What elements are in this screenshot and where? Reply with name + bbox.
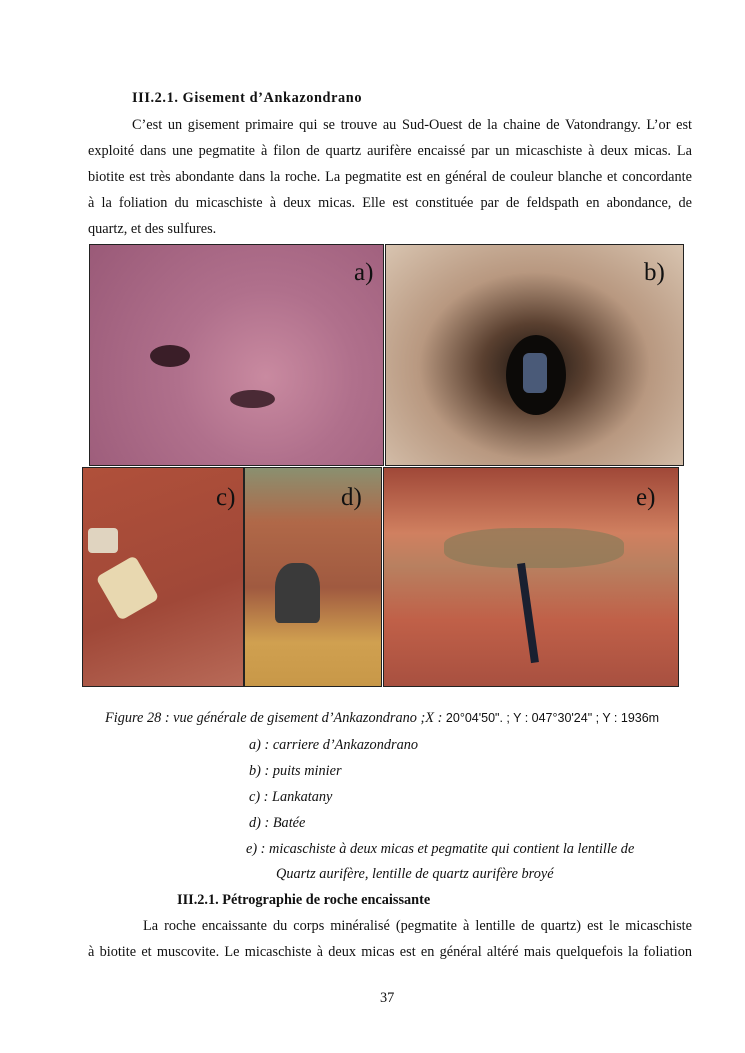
caption-text: Figure 28 : vue générale de gisement d’Ankazondrano ;X : bbox=[105, 710, 446, 726]
photo-batee bbox=[244, 467, 382, 687]
photo-quarry bbox=[89, 244, 384, 466]
page-number: 37 bbox=[380, 990, 395, 1006]
legend-item: b) : puits minier bbox=[249, 763, 342, 779]
photo-label: b) bbox=[644, 259, 665, 286]
paragraph-line: biotite est très abondante dans la roche. La pegmatite est en général de couleur blanche et concordante bbox=[88, 169, 692, 185]
photo-lankatany bbox=[82, 467, 244, 687]
section-heading: III.2.1. Gisement d’Ankazondrano bbox=[132, 90, 363, 106]
photo-micaschiste-pegmatite bbox=[383, 467, 679, 687]
paragraph-line: exploité dans une pegmatite à filon de quartz aurifère encaissé par un micaschiste à deux micas. La bbox=[88, 143, 692, 159]
figure-caption bbox=[105, 709, 659, 727]
paragraph-line: La roche encaissante du corps minéralisé (pegmatite à lentille de quartz) est le micaschiste bbox=[143, 918, 692, 934]
paragraph-line: C’est un gisement primaire qui se trouve au Sud-Ouest de la chaine de Vatondrangy. L’or est bbox=[132, 117, 692, 133]
legend-item: e) : micaschiste à deux micas et pegmatite qui contient la lentille de bbox=[246, 841, 635, 857]
legend-item: Quartz aurifère, lentille de quartz aurifère broyé bbox=[276, 866, 554, 882]
photo-label: d) bbox=[341, 484, 362, 511]
photo-label: a) bbox=[354, 259, 374, 286]
photo-label: c) bbox=[216, 484, 236, 511]
photo-mine-shaft bbox=[385, 244, 684, 466]
caption-coordinates: 20°04'50". ; Y : 047°30'24" ; Y : 1936m bbox=[445, 711, 660, 725]
paragraph-line: à la foliation du micaschiste à deux micas. Elle est constituée par de feldspath en abondance, de bbox=[88, 195, 692, 211]
section-heading: III.2.1. Pétrographie de roche encaissante bbox=[177, 892, 431, 908]
paragraph-line: à biotite et muscovite. Le micaschiste à deux micas est en général altéré mais quelquefois la foliation bbox=[88, 944, 692, 960]
legend-item: a) : carriere d’Ankazondrano bbox=[249, 737, 419, 753]
legend-item: c) : Lankatany bbox=[249, 789, 333, 805]
legend-item: d) : Batée bbox=[249, 815, 306, 831]
paragraph-line: quartz, et des sulfures. bbox=[88, 221, 217, 237]
photo-label: e) bbox=[636, 484, 656, 511]
